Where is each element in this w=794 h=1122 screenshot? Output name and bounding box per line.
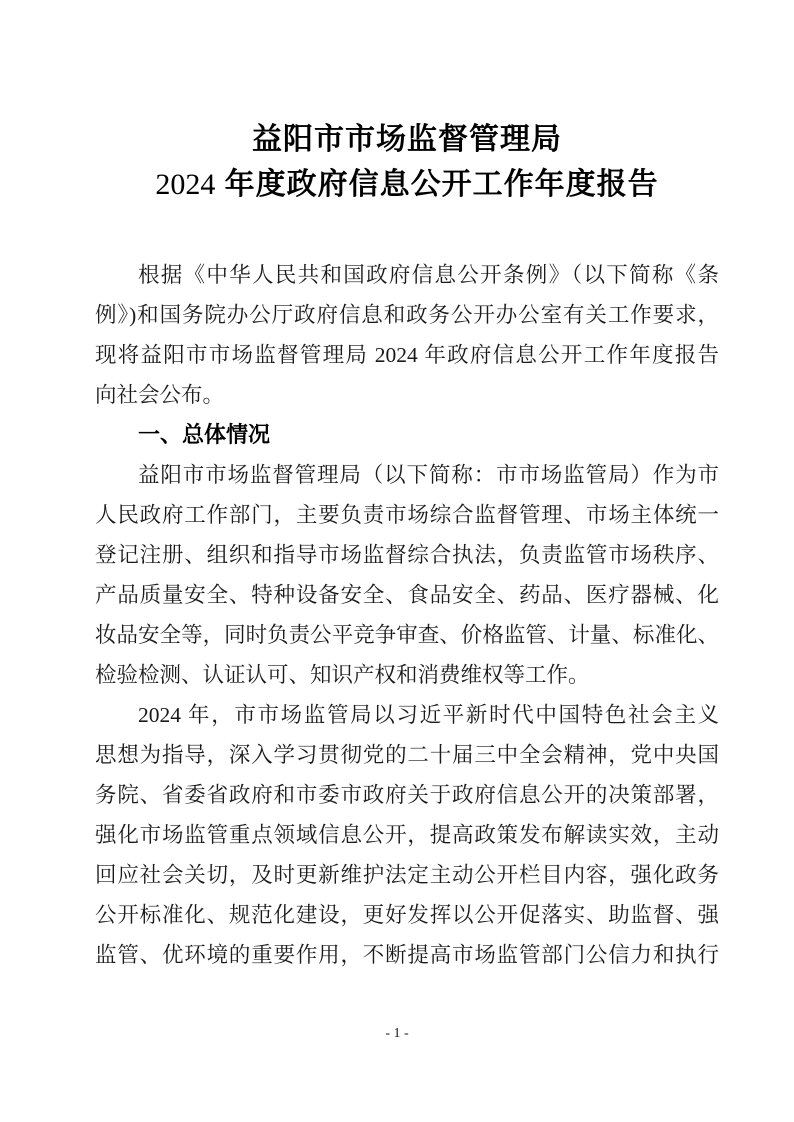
text-line: 强化市场监管重点领域信息公开，提高政策发布解读实效，主动 — [95, 823, 719, 847]
section-heading: 一、总体情况 — [138, 422, 271, 447]
document-title-line-1: 益阳市市场监督管理局 — [252, 123, 562, 156]
text-line: 益阳市市场监督管理局（以下简称：市市场监管局）作为市 — [138, 463, 719, 487]
page-number: - 1 - — [385, 1026, 409, 1041]
document-title — [95, 117, 719, 207]
document-title-line-2: 2024 年度政府信息公开工作年度报告 — [155, 168, 659, 201]
text-line: 根据《中华人民共和国政府信息公开条例》（以下简称《条 — [138, 263, 719, 287]
text-line: 务院、省委省政府和市委市政府关于政府信息公开的决策部署， — [95, 783, 719, 807]
text-line: 例》)和国务院办公厅政府信息和政务公开办公室有关工作要求， — [95, 303, 719, 327]
text-line: 向社会公布。 — [95, 383, 225, 407]
text-line: 人民政府工作部门，主要负责市场综合监督管理、市场主体统一 — [95, 503, 719, 527]
text-line: 妆品安全等，同时负责公平竞争审查、价格监管、计量、标准化、 — [95, 623, 719, 647]
text-line: 监管、优环境的重要作用，不断提高市场监管部门公信力和执行 — [95, 943, 719, 967]
text-line: 产品质量安全、特种设备安全、食品安全、药品、医疗器械、化 — [95, 583, 719, 607]
text-line: 2024 年，市市场监管局以习近平新时代中国特色社会主义 — [138, 703, 719, 727]
text-line: 公开标准化、规范化建设，更好发挥以公开促落实、助监督、强 — [95, 903, 719, 927]
text-line: 检验检测、认证认可、知识产权和消费维权等工作。 — [95, 663, 590, 687]
text-line: 登记注册、组织和指导市场监督综合执法，负责监管市场秩序、 — [95, 543, 719, 567]
text-line: 回应社会关切，及时更新维护法定主动公开栏目内容，强化政务 — [95, 863, 719, 887]
document-body — [95, 255, 719, 975]
text-line: 现将益阳市市场监督管理局 2024 年政府信息公开工作年度报告 — [95, 343, 719, 367]
title-year: 2024 — [155, 168, 216, 201]
text-line: 思想为指导，深入学习贯彻党的二十届三中全会精神，党中央国 — [95, 743, 719, 767]
